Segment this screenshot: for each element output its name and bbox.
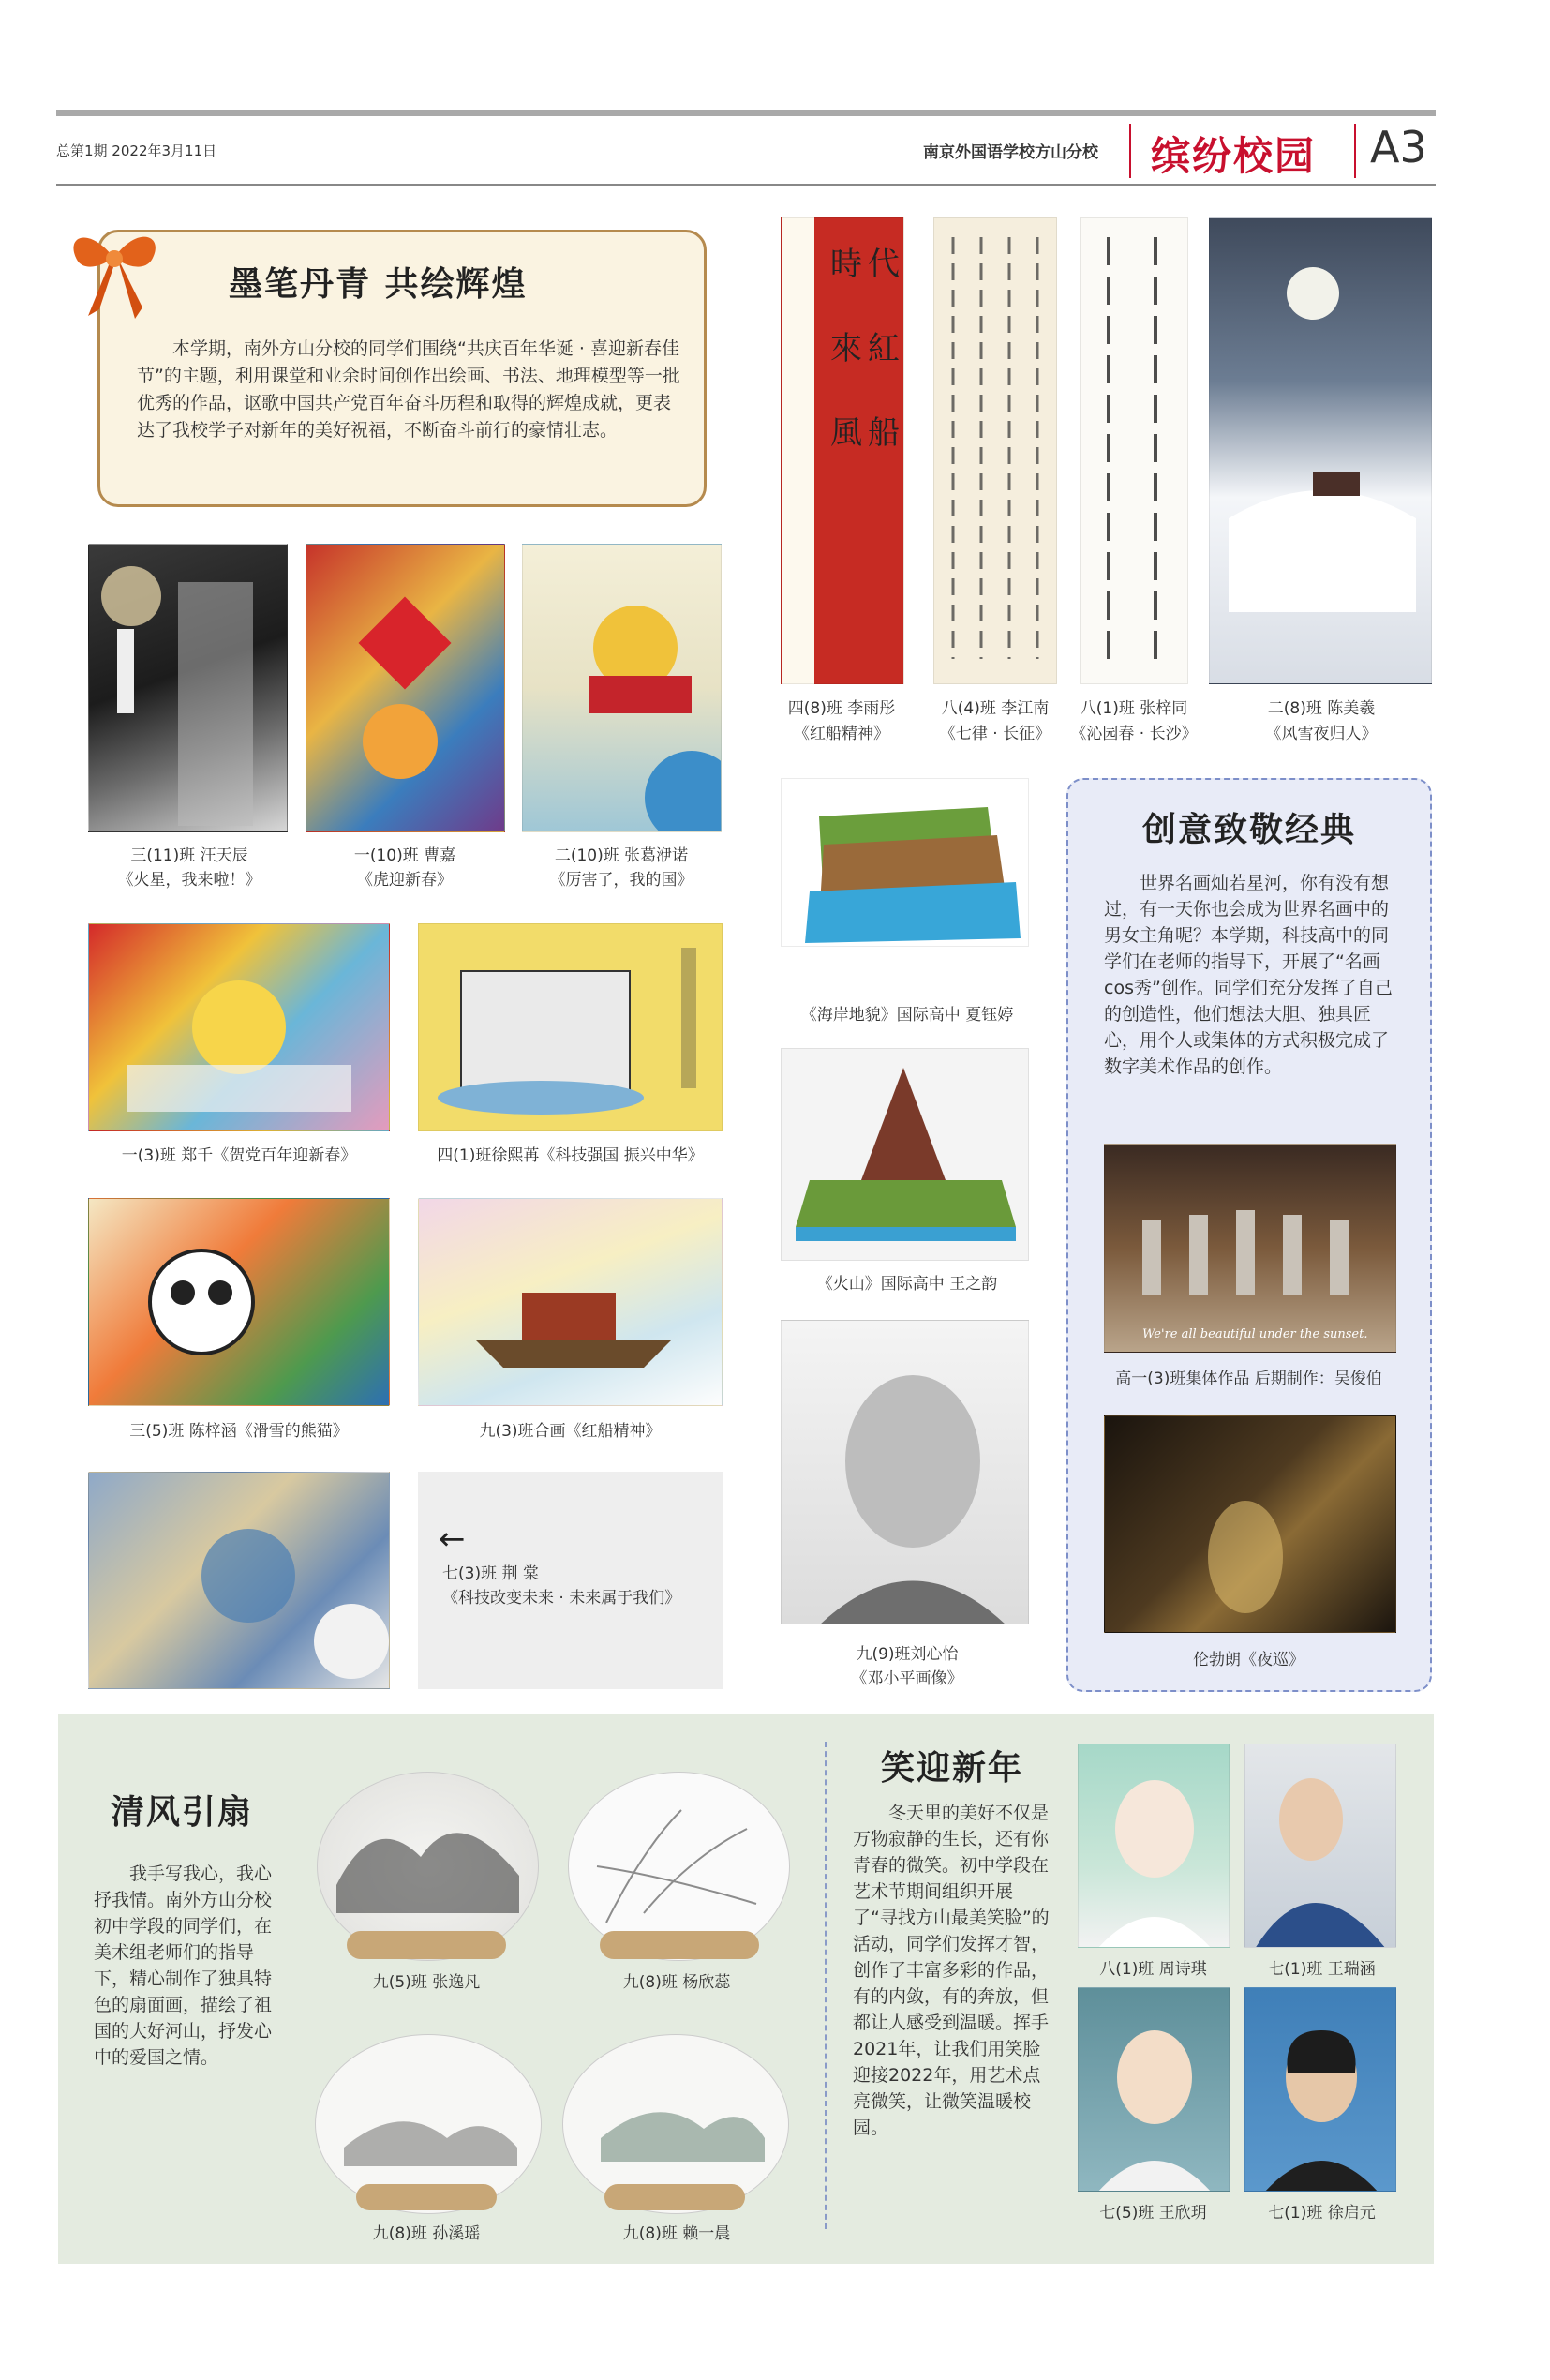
caption-class: 八(1)班 张梓同 bbox=[1080, 699, 1188, 718]
caption: 《火山》国际高中 王之韵 bbox=[816, 1275, 998, 1294]
fans-body: 我手写我心，我心抒我情。南外方山分校初中学段的同学们，在美术组老师们的指导下，精心制作了独具特色的扇面画，描绘了祖国的大好河山，抒发心中的爱国之情。 bbox=[94, 1864, 273, 2068]
caption-title: 《红船精神》 bbox=[794, 725, 889, 743]
caption-class: 二(8)班 陈美羲 bbox=[1267, 699, 1376, 718]
caption-class: 四(8)班 李雨彤 bbox=[787, 699, 896, 718]
caption-title: 《火星，我来啦！》 bbox=[117, 871, 261, 890]
caption-class: 九(9)班刘心怡 bbox=[856, 1645, 959, 1664]
painting-science-nation bbox=[418, 923, 723, 1131]
fan-stand bbox=[600, 1931, 759, 1959]
svg-text:時: 時 bbox=[830, 246, 862, 283]
painting-party-anniversary bbox=[88, 923, 390, 1131]
intro-title: 墨笔丹青 共绘辉煌 bbox=[229, 265, 528, 304]
caption-title: 《风雪夜归人》 bbox=[1265, 725, 1378, 743]
smiles-body: 冬天里的美好不仅是万物寂静的生长，还有你青春的微笑。初中学段在艺术节期间组织开展了“寻找方山最美笑脸”的活动，同学们发挥才智，创作了丰富多彩的作品，有的内敛，有的奔放，但都让人感受到温暖。挥手2021年，让我们用笑脸迎接2022年，用艺术点亮微笑，让微笑温暖校园。 bbox=[853, 1803, 1050, 2138]
painting-red-boat bbox=[418, 1198, 723, 1406]
calligraphy-changsha bbox=[1080, 217, 1188, 684]
svg-text:代: 代 bbox=[868, 246, 900, 283]
caption-title: 《科技改变未来 · 未来属于我们》 bbox=[442, 1589, 681, 1608]
caption-title: 《厉害了，我的国》 bbox=[549, 871, 693, 890]
painting-night-watch bbox=[1104, 1415, 1396, 1633]
smiles-title: 笑迎新年 bbox=[881, 1749, 1024, 1788]
svg-text:船: 船 bbox=[868, 414, 900, 452]
caption: 九(8)班 赖一晨 bbox=[622, 2224, 731, 2243]
left-arrow-icon: ← bbox=[439, 1520, 466, 1558]
calligraphy-red-boat bbox=[781, 217, 904, 684]
caption: 九(8)班 杨欣蕊 bbox=[622, 1973, 731, 1992]
caption-title: 《七律 · 长征》 bbox=[939, 725, 1051, 743]
caption-class: 一(10)班 曹嘉 bbox=[353, 846, 456, 865]
portrait-drawing bbox=[1078, 1744, 1230, 1948]
caption-class: 七(3)班 荆 棠 bbox=[442, 1564, 539, 1583]
caption: 《海岸地貌》国际高中 夏钰婷 bbox=[800, 1006, 1014, 1025]
caption-class: 二(10)班 张葛洢诺 bbox=[554, 846, 689, 865]
caption: 伦勃朗《夜巡》 bbox=[1193, 1651, 1304, 1669]
header-rule bbox=[56, 184, 1436, 186]
caption: 四(1)班徐熙苒《科技强国 振兴中华》 bbox=[437, 1146, 704, 1165]
section-title: 缤纷校园 bbox=[1151, 133, 1317, 179]
model-volcano bbox=[781, 1048, 1029, 1261]
caption-class: 八(4)班 李江南 bbox=[941, 699, 1050, 718]
painting-mars bbox=[88, 544, 288, 832]
header-divider bbox=[1129, 124, 1131, 178]
portrait-drawing bbox=[1078, 1987, 1230, 2192]
painting-skiing-panda bbox=[88, 1198, 390, 1406]
page-number: A3 bbox=[1370, 122, 1427, 172]
svg-text:風: 風 bbox=[830, 414, 862, 452]
issue-date: 总第1期 2022年3月11日 bbox=[56, 142, 217, 159]
cosplay-body: 世界名画灿若星河，你有没有想过，有一天你也会成为世界名画中的男女主角呢？本学期，科技高中的同学们在老师的指导下，开展了“名画cos秀”创作。同学们充分发挥了自己的创造性，他们想法大胆、独具匠心，用个人或集体的方式积极完成了数字美术作品的创作。 bbox=[1104, 873, 1393, 1077]
caption-title: 《邓小平画像》 bbox=[851, 1669, 963, 1688]
caption-class: 三(11)班 汪天辰 bbox=[130, 846, 248, 865]
fans-title: 清风引扇 bbox=[111, 1793, 254, 1832]
caption: 九(5)班 张逸凡 bbox=[372, 1973, 481, 1992]
header-divider bbox=[1354, 124, 1356, 178]
caption: 七(1)班 徐启元 bbox=[1268, 2204, 1376, 2223]
painting-tiger bbox=[306, 544, 505, 832]
caption: 三(5)班 陈梓涵《滑雪的熊猫》 bbox=[129, 1422, 349, 1441]
caption: 八(1)班 周诗琪 bbox=[1099, 1960, 1207, 1979]
intro-body: 本学期，南外方山分校的同学们围绕“共庆百年华诞 · 喜迎新春佳节”的主题，利用课堂和业余时间创作出绘画、书法、地理模型等一批优秀的作品，讴歌中国共产党百年奋斗历程和取得的辉煌成就，更表达了我校学子对新年的美好祝福，不断奋斗前行的豪情壮志。 bbox=[137, 338, 680, 441]
portrait-drawing bbox=[1244, 1987, 1396, 2192]
caption: 七(5)班 王欣玥 bbox=[1099, 2204, 1207, 2223]
fan-stand bbox=[604, 2184, 745, 2210]
painting-tech-future bbox=[88, 1472, 390, 1689]
model-coastal-landform bbox=[781, 778, 1029, 947]
caption-title: 《虎迎新春》 bbox=[357, 871, 453, 890]
caption: 九(8)班 孙溪瑶 bbox=[372, 2224, 481, 2243]
ribbon-bow-icon bbox=[60, 217, 172, 325]
fan-stand bbox=[347, 1931, 506, 1959]
painting-country bbox=[522, 544, 722, 832]
cosplay-title: 创意致敬经典 bbox=[1141, 811, 1356, 849]
caption: 高一(3)班集体作品 后期制作：吴俊伯 bbox=[1115, 1370, 1382, 1388]
caption-title: 《沁园春 · 长沙》 bbox=[1070, 725, 1198, 743]
caption: 一(3)班 郑千《贺党百年迎新春》 bbox=[121, 1146, 357, 1165]
portrait-drawing bbox=[1244, 1744, 1396, 1948]
calligraphy-long-march bbox=[933, 217, 1057, 684]
caption: 七(1)班 王瑞涵 bbox=[1268, 1960, 1376, 1979]
section-divider bbox=[825, 1742, 827, 2229]
photo-overlay-text: We're all beautiful under the sunset. bbox=[1142, 1327, 1368, 1341]
top-rule bbox=[56, 110, 1436, 116]
portrait-deng-xiaoping bbox=[781, 1320, 1029, 1624]
svg-text:紅: 紅 bbox=[868, 330, 900, 367]
painting-snow-night bbox=[1209, 217, 1432, 684]
svg-text:來: 來 bbox=[830, 330, 862, 367]
photo-class-cosplay bbox=[1104, 1144, 1396, 1353]
fan-stand bbox=[356, 2184, 497, 2210]
school-name: 南京外国语学校方山分校 bbox=[923, 143, 1098, 162]
caption: 九(3)班合画《红船精神》 bbox=[479, 1422, 662, 1441]
